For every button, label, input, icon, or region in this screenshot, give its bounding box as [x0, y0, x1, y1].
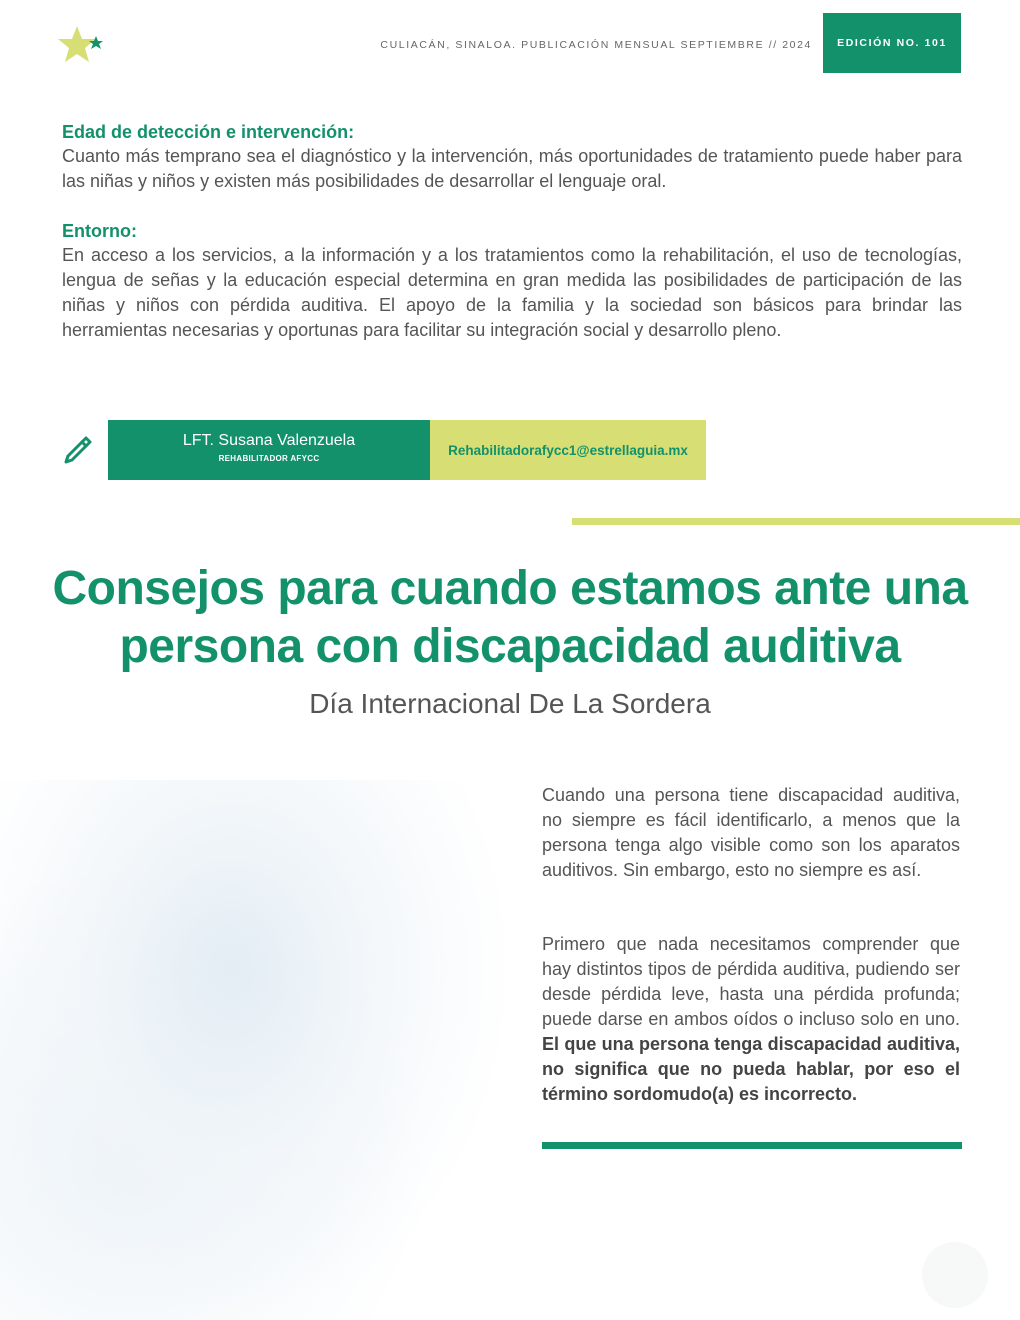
- edition-badge: EDICIÓN NO. 101: [823, 13, 961, 73]
- star-logo-icon: [58, 24, 104, 66]
- author-name: LFT. Susana Valenzuela: [182, 432, 356, 449]
- title-line-2: persona con discapacidad auditiva: [119, 620, 901, 673]
- article-paragraph-2: [542, 932, 960, 1107]
- paragraph-text: Primero que nada necesitamos comprender que hay distintos tipos de pérdida auditiva, pudiendo ser desde pérdida leve, hasta una pérdida profunda; puede darse en ambos oídos o incluso solo en uno.: [542, 934, 960, 1029]
- pencil-icon: [62, 434, 94, 466]
- accent-divider: [572, 518, 1020, 525]
- section-heading: Edad de detección e intervención:: [62, 122, 355, 142]
- author-card: [108, 420, 430, 480]
- author-role: REHABILITADOR AFYCC: [218, 454, 320, 463]
- article-paragraph-1: Cuando una persona tiene discapacidad auditiva, no siempre es fácil identificarlo, a menos que la persona tenga algo visible como son los aparatos auditivos. Sin embargo, esto no siempre es así.: [542, 785, 960, 880]
- section-text: Cuanto más temprano sea el diagnóstico y la intervención, más oportunidades de tratamiento puede haber para las niñas y niños y existen más posibilidades de desarrollar el lenguaje oral.: [62, 146, 962, 191]
- section-text: En acceso a los servicios, a la información y a los tratamientos como la rehabilitación, el uso de tecnologías, lengua de señas y la educación especial determina en gran medida las posibilidades de participación de las niñas y niños con pérdida auditiva. El apoyo de la familia y la sociedad son básicos para brindar las herramientas necesarias y oportunas para facilitar su integración social y desarrollo pleno.: [62, 245, 962, 340]
- paragraph-emphasis: El que una persona tenga discapacidad auditiva, no significa que no pueda hablar, por eso el término sordomudo(a) es incorrecto.: [542, 1034, 960, 1104]
- section-heading: Entorno:: [62, 221, 137, 241]
- section-environment: [62, 219, 962, 343]
- article-subtitle: Día Internacional De La Sordera: [309, 688, 711, 719]
- page-decoration: [922, 1242, 988, 1308]
- publication-info: CULIACÁN, SINALOA. PUBLICACIÓN MENSUAL SEPTIEMBRE // 2024: [380, 39, 812, 51]
- section-detection: [62, 120, 962, 194]
- green-divider: [542, 1142, 962, 1149]
- title-line-1: Consejos para cuando estamos ante una: [52, 562, 968, 615]
- author-email[interactable]: Rehabilitadorafycc1@estrellaguia.mx: [430, 420, 706, 480]
- article-photo: [0, 780, 515, 1320]
- article-title: [20, 560, 1000, 676]
